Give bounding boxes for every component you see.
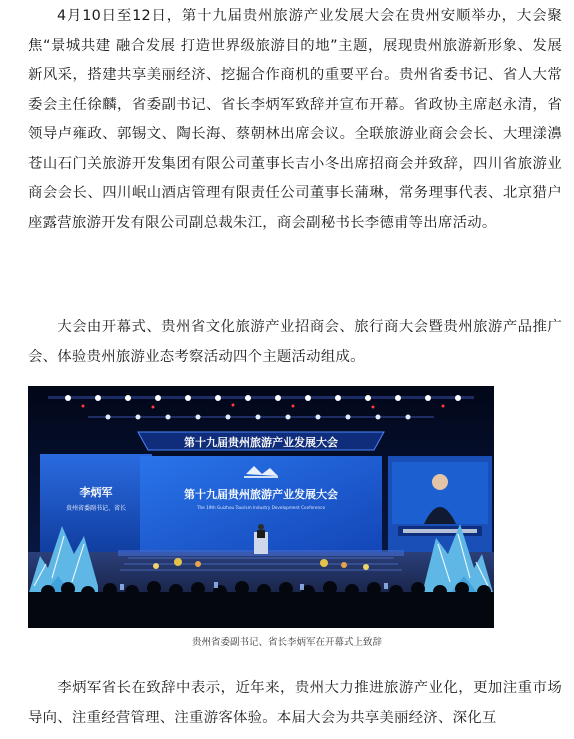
stage-header-title: 第十九届贵州旅游产业发展大会 [184, 436, 338, 449]
speaker-head-icon [432, 474, 448, 490]
photo-caption: 贵州省委副书记、省长李炳军在开幕式上致辞 [191, 637, 382, 648]
paragraph-2-text: 大会由开幕式、贵州省文化旅游产业招商会、旅行商大会暨贵州旅游产品推广会、体验贵州旅游业态考察活动四个主题活动组成。 [28, 319, 562, 365]
conference-photo [28, 386, 494, 628]
article-paragraph-1 [28, 2, 562, 238]
paragraph-3-text: 李炳军省长在致辞中表示，近年来，贵州大力推进旅游产业化，更加注重市场导向、注重经营管理、注重游客体验。本届大会为共享美丽经济、深化互 [28, 680, 562, 726]
stage-header-banner [138, 432, 384, 450]
right-speaker-screen [388, 456, 492, 556]
main-screen-subtitle: The 19th Guizhou Tourism Industry Development Conference [196, 505, 326, 510]
article-paragraph-2 [28, 313, 562, 372]
article-paragraph-3 [28, 674, 562, 733]
speaker-name-label: 李炳军 [79, 486, 113, 499]
conference-stage-illustration [28, 386, 494, 628]
speaker-title-label: 贵州省委副书记、省长 [65, 505, 127, 512]
paragraph-1-text: 4月10日至12日，第十九届贵州旅游产业发展大会在贵州安顺举办，大会聚焦“景城共建 融合发展 打造世界级旅游目的地”主题，展现贵州旅游新形象、发展新风采，搭建共享美丽经济、挖掘合作商机的重要平台。贵州省委书记、省人大常委会主任徐麟，省委副书记、省长李炳军致辞并宣布开幕。省政协主席赵永清，省领导卢雍政、郭锡文、陶长海、蔡朝林出席会议。全联旅游业商会会长、大理漾濞苍山石门关旅游开发集团有限公司董事长吉小冬出席招商会并致辞，四川省旅游业商会会长、四川岷山酒店管理有限责任公司董事长蒲琳，常务理事代表、北京猎户座露营旅游开发有限公司副总裁朱江，商会副秘书长李德甫等出席活动。 [28, 8, 562, 231]
main-screen-title: 第十九届贵州旅游产业发展大会 [184, 488, 338, 501]
